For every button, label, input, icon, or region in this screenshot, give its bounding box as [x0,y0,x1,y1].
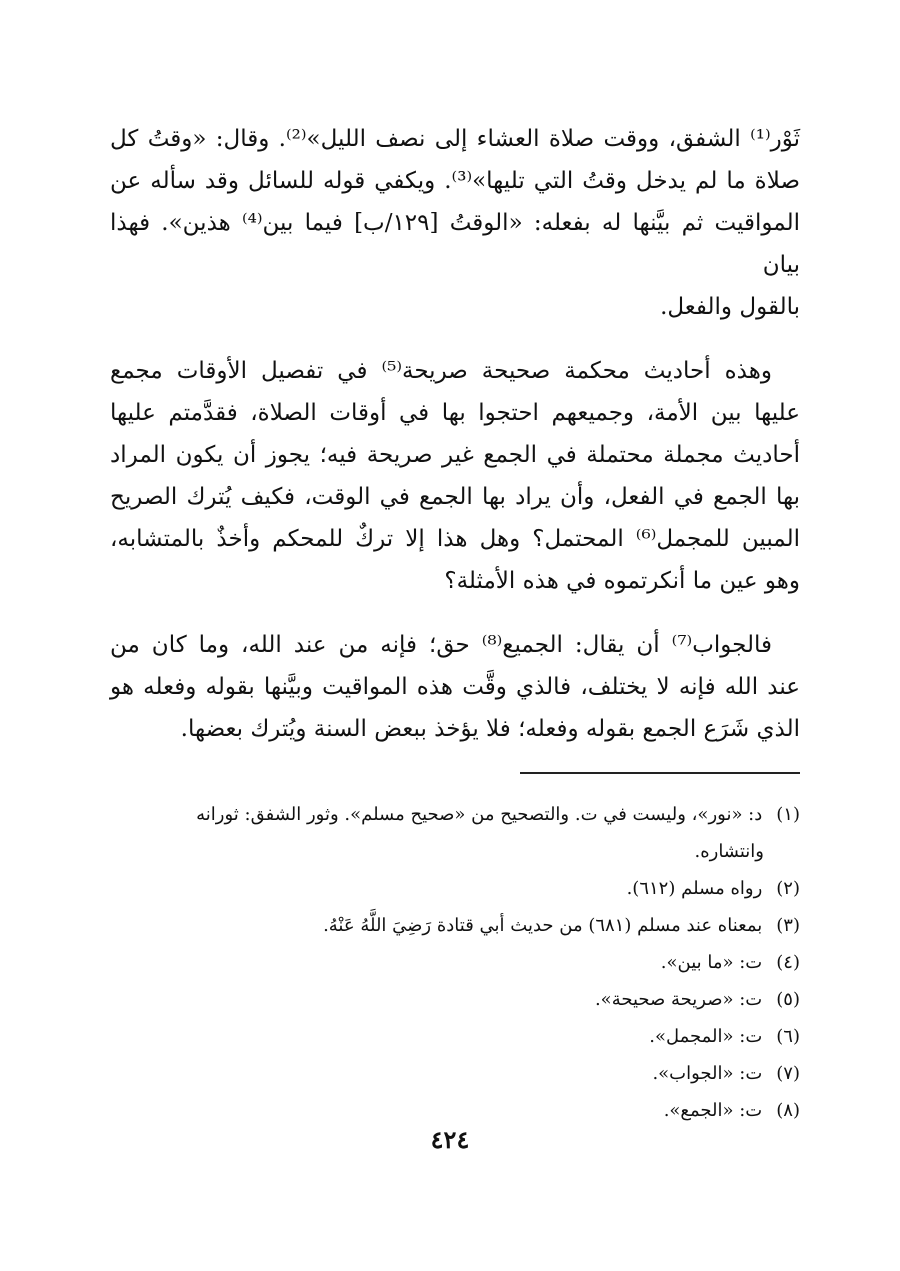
paragraph-line: ثَوْر⁽¹⁾ الشفق، ووقت صلاة العشاء إلى نصف الليل»⁽²⁾. وقال: «وقتُ كل [110,126,800,152]
footnote-text: د: «نور»، وليست في ت. والتصحيح من «صحيح مسلم». وثور الشفق: ثورانه [196,804,763,825]
paragraph-line: وهذه أحاديث محكمة صحيحة صريحة⁽⁵⁾ في تفصيل الأوقات مجمع [110,358,772,384]
footnote-8 [110,1092,800,1129]
paragraph-line: عليها بين الأمة، وجميعهم احتجوا بها في أوقات الصلاة، فقدَّمتم عليها [110,400,800,426]
footnote-number: (٨) [776,1100,800,1121]
footnote-text: ت: «الجمع». [663,1100,763,1121]
footnotes [110,796,800,1129]
footnote-text: رواه مسلم (٦١٢). [626,878,763,899]
footnote-separator [520,772,800,774]
page-number: ٤٢٤ [430,1125,470,1154]
footnote-number: (١) [776,804,800,825]
footnote-text: ت: «الجواب». [652,1063,763,1084]
paragraph-1 [110,118,800,328]
footnote-number: (٤) [776,952,800,973]
paragraph-line: فالجواب⁽⁷⁾ أن يقال: الجميع⁽⁸⁾ حق؛ فإنه من عند الله، وما كان من [110,632,772,658]
footnote-7 [110,1055,800,1092]
footnote-3 [110,907,800,944]
paragraph-line: المبين للمجمل⁽⁶⁾ المحتمل؟ وهل هذا إلا تركٌ للمحكم وأخذٌ بالمتشابه، [110,526,800,552]
paragraph-line: صلاة ما لم يدخل وقتُ التي تليها»⁽³⁾. ويكفي قوله للسائل وقد سأله عن [110,168,800,194]
footnote-number: (٢) [776,878,800,899]
paragraph-line: عند الله فإنه لا يختلف، فالذي وقَّت هذه المواقيت وبيَّنها بقوله وفعله هو [110,674,800,700]
footnote-text: ت: «ما بين». [660,952,763,973]
page-content [110,118,800,1129]
footnote-text: ت: «صريحة صحيحة». [594,989,763,1010]
paragraph-line: بها الجمع في الفعل، وأن يراد بها الجمع في الوقت، فكيف يُترك الصريح [110,484,800,510]
footnote-4 [110,944,800,981]
footnote-5 [110,981,800,1018]
footnote-number: (٣) [776,915,800,936]
footnote-number: (٧) [776,1063,800,1084]
paragraph-line: أحاديث مجملة محتملة في الجمع غير صريحة فيه؛ يجوز أن يكون المراد [110,442,800,468]
paragraph-line: وهو عين ما أنكرتموه في هذه الأمثلة؟ [444,568,800,594]
footnote-text: ت: «المجمل». [649,1026,763,1047]
footnote-2 [110,870,800,907]
footnote-number: (٥) [776,989,800,1010]
paragraph-line: الذي شَرَع الجمع بقوله وفعله؛ فلا يؤخذ ببعض السنة ويُترك بعضها. [180,716,800,742]
paragraph-line: المواقيت ثم بيَّنها له بفعله: «الوقتُ [١٢٩/ب] فيما بين⁽⁴⁾ هذين». فهذا بيان [110,210,800,278]
footnote-text: بمعناه عند مسلم (٦٨١) من حديث أبي قتادة رَضِيَ اللَّهُ عَنْهُ. [323,915,763,936]
footnote-6 [110,1018,800,1055]
paragraph-2 [110,350,800,602]
paragraph-3 [110,624,800,750]
paragraph-line: بالقول والفعل. [660,294,800,320]
footnote-1 [110,796,800,870]
footnote-continuation: وانتشاره. [694,841,764,862]
footnote-number: (٦) [776,1026,800,1047]
